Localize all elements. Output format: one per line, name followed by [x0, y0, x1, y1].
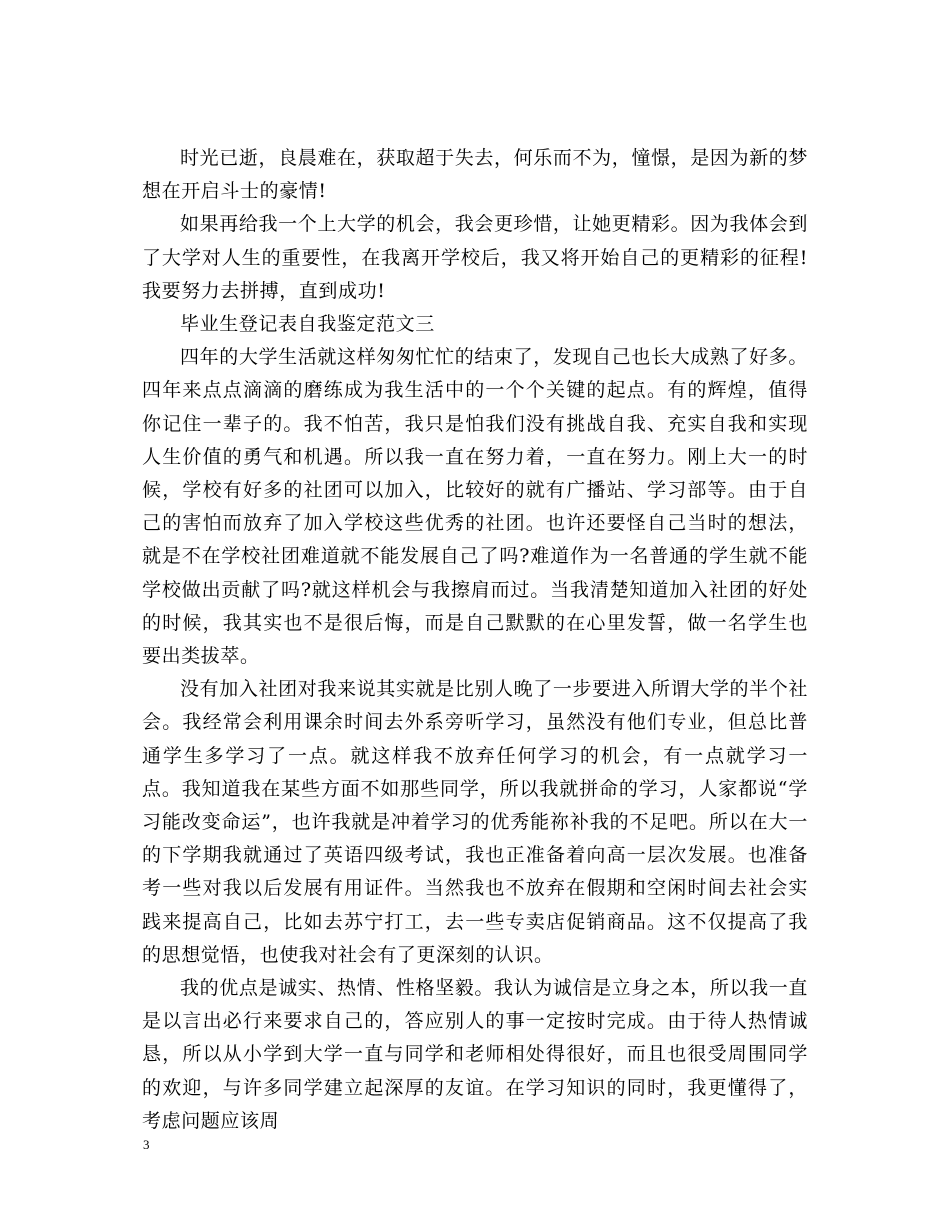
- document-body: [142, 142, 808, 1138]
- paragraph: 如果再给我一个上大学的机会，我会更珍惜，让她更精彩。因为我体会到了大学对人生的重要性，在我离开学校后，我又将开始自己的更精彩的征程!我要努力去拼搏，直到成功!: [142, 213, 808, 302]
- section-heading: 毕业生登记表自我鉴定范文三: [180, 313, 435, 336]
- page-number: 3: [143, 1137, 150, 1152]
- paragraph: 没有加入社团对我来说其实就是比别人晚了一步要进入所谓大学的半个社会。我经常会利用课余时间去外系旁听学习，虽然没有他们专业，但总比普通学生多学习了一点。就这样我不放弃任何学习的机会，有一点就学习一点。我知道我在某些方面不如那些同学，所以我就拼命的学习，人家都说“学习能改变命运”，也许我就是冲着学习的优秀能祢补我的不足吧。所以在大一的下学期我就通过了英语四级考试，我也正准备着向高一层次发展。也准备考一些对我以后发展有用证件。当然我也不放弃在假期和空闲时间去社会实践来提高自己，比如去苏宁打工，去一些专卖店促销商品。这不仅提高了我的思想觉悟，也使我对社会有了更深刻的认识。: [142, 678, 808, 966]
- paragraph: 我的优点是诚实、热情、性格坚毅。我认为诚信是立身之本，所以我一直是以言出必行来要求自己的，答应别人的事一定按时完成。由于待人热情诚恳，所以从小学到大学一直与同学和老师相处得很好，而且也很受周围同学的欢迎，与许多同学建立起深厚的友谊。在学习知识的同时，我更懂得了，考虑问题应该周: [142, 977, 808, 1132]
- paragraph: 时光已逝，良晨难在，获取超于失去，何乐而不为，憧憬，是因为新的梦想在开启斗士的豪情!: [142, 147, 808, 203]
- paragraph: 四年的大学生活就这样匆匆忙忙的结束了，发现自己也长大成熟了好多。四年来点点滴滴的磨练成为我生活中的一个个关键的起点。有的辉煌，值得你记住一辈子的。我不怕苦，我只是怕我们没有挑战自我、充实自我和实现人生价值的勇气和机遇。所以我一直在努力着，一直在努力。刚上大一的时候，学校有好多的社团可以加入，比较好的就有广播站、学习部等。由于自己的害怕而放弃了加入学校这些优秀的社团。也许还要怪自己当时的想法，就是不在学校社团难道就不能发展自己了吗?难道作为一名普通的学生就不能学校做出贡献了吗?就这样机会与我擦肩而过。当我清楚知道加入社团的好处的时候，我其实也不是很后悔，而是自己默默的在心里发誓，做一名学生也要出类拔萃。: [142, 346, 808, 668]
